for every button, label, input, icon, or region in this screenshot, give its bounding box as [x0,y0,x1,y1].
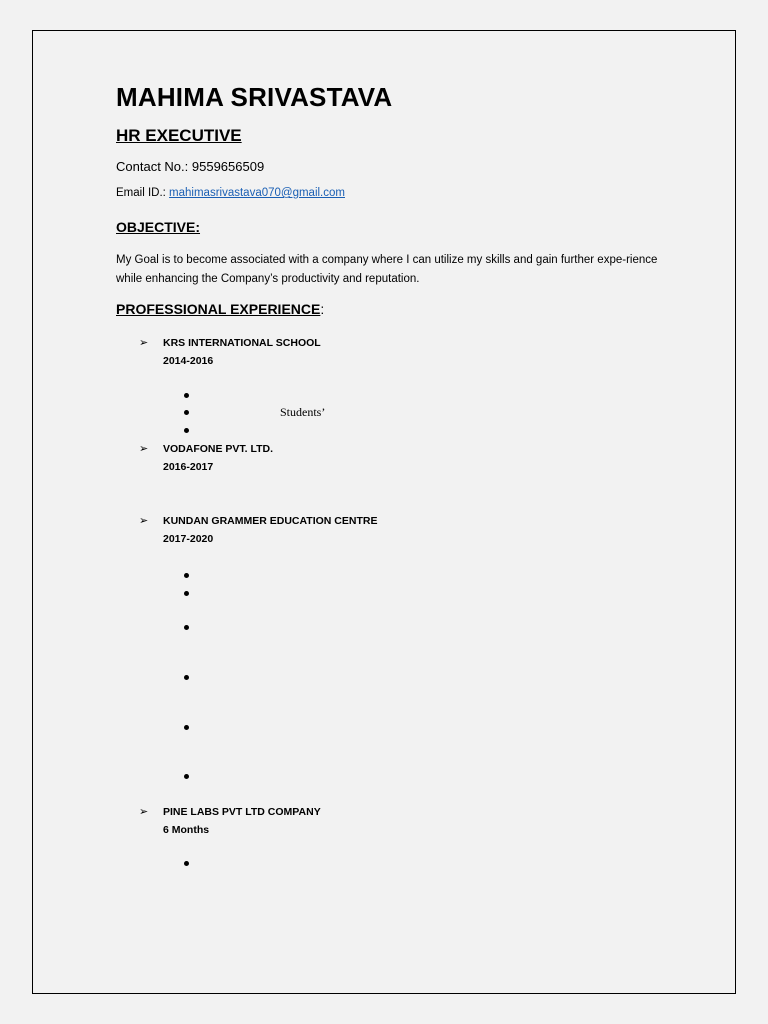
job-title: HR EXECUTIVE [116,126,242,145]
arrow-bullet-icon: ➢ [139,443,149,455]
experience-heading-colon: : [320,301,325,317]
objective-heading-text: OBJECTIVE: [116,219,201,235]
bullet-icon [184,591,189,596]
page-border [32,30,736,994]
arrow-bullet-icon: ➢ [139,337,149,349]
bullet-icon [184,393,189,398]
bullet-icon [184,774,189,779]
bullet-icon [184,573,189,578]
experience-heading-text: PROFESSIONAL EXPERIENCE [116,301,321,317]
contact-label: Contact No.: [116,159,192,174]
company-name: KRS INTERNATIONAL SCHOOL [163,337,321,349]
email-link[interactable]: mahimasrivastava070@gmail.com [169,187,345,199]
contact-line [116,159,264,174]
bullet-icon [184,625,189,630]
bullet-icon [184,861,189,866]
employment-period: 2017-2020 [163,533,214,545]
objective-text: My Goal is to become associated with a company where I can utilize my skills and gain further expe-rience while enhancing the Company’s productivity and reputation. [116,254,658,285]
objective-heading [116,219,200,235]
employment-period: 6 Months [163,824,210,836]
bullet-icon [184,410,189,415]
company-name: VODAFONE PVT. LTD. [163,443,274,455]
email-line [116,187,345,199]
bullet-text: Students’ [280,405,326,419]
experience-heading [116,301,324,317]
email-label: Email ID.: [116,187,170,199]
bullet-icon [184,725,189,730]
company-name: KUNDAN GRAMMER EDUCATION CENTRE [163,515,378,527]
arrow-bullet-icon: ➢ [139,515,149,527]
arrow-bullet-icon: ➢ [139,806,149,818]
contact-number: 9559656509 [191,159,265,174]
employment-period: 2014-2016 [163,355,214,367]
bullet-icon [184,428,189,433]
company-name: PINE LABS PVT LTD COMPANY [163,806,321,818]
bullet-icon [184,675,189,680]
candidate-name: MAHIMA SRIVASTAVA [116,82,393,112]
employment-period: 2016-2017 [163,461,214,473]
